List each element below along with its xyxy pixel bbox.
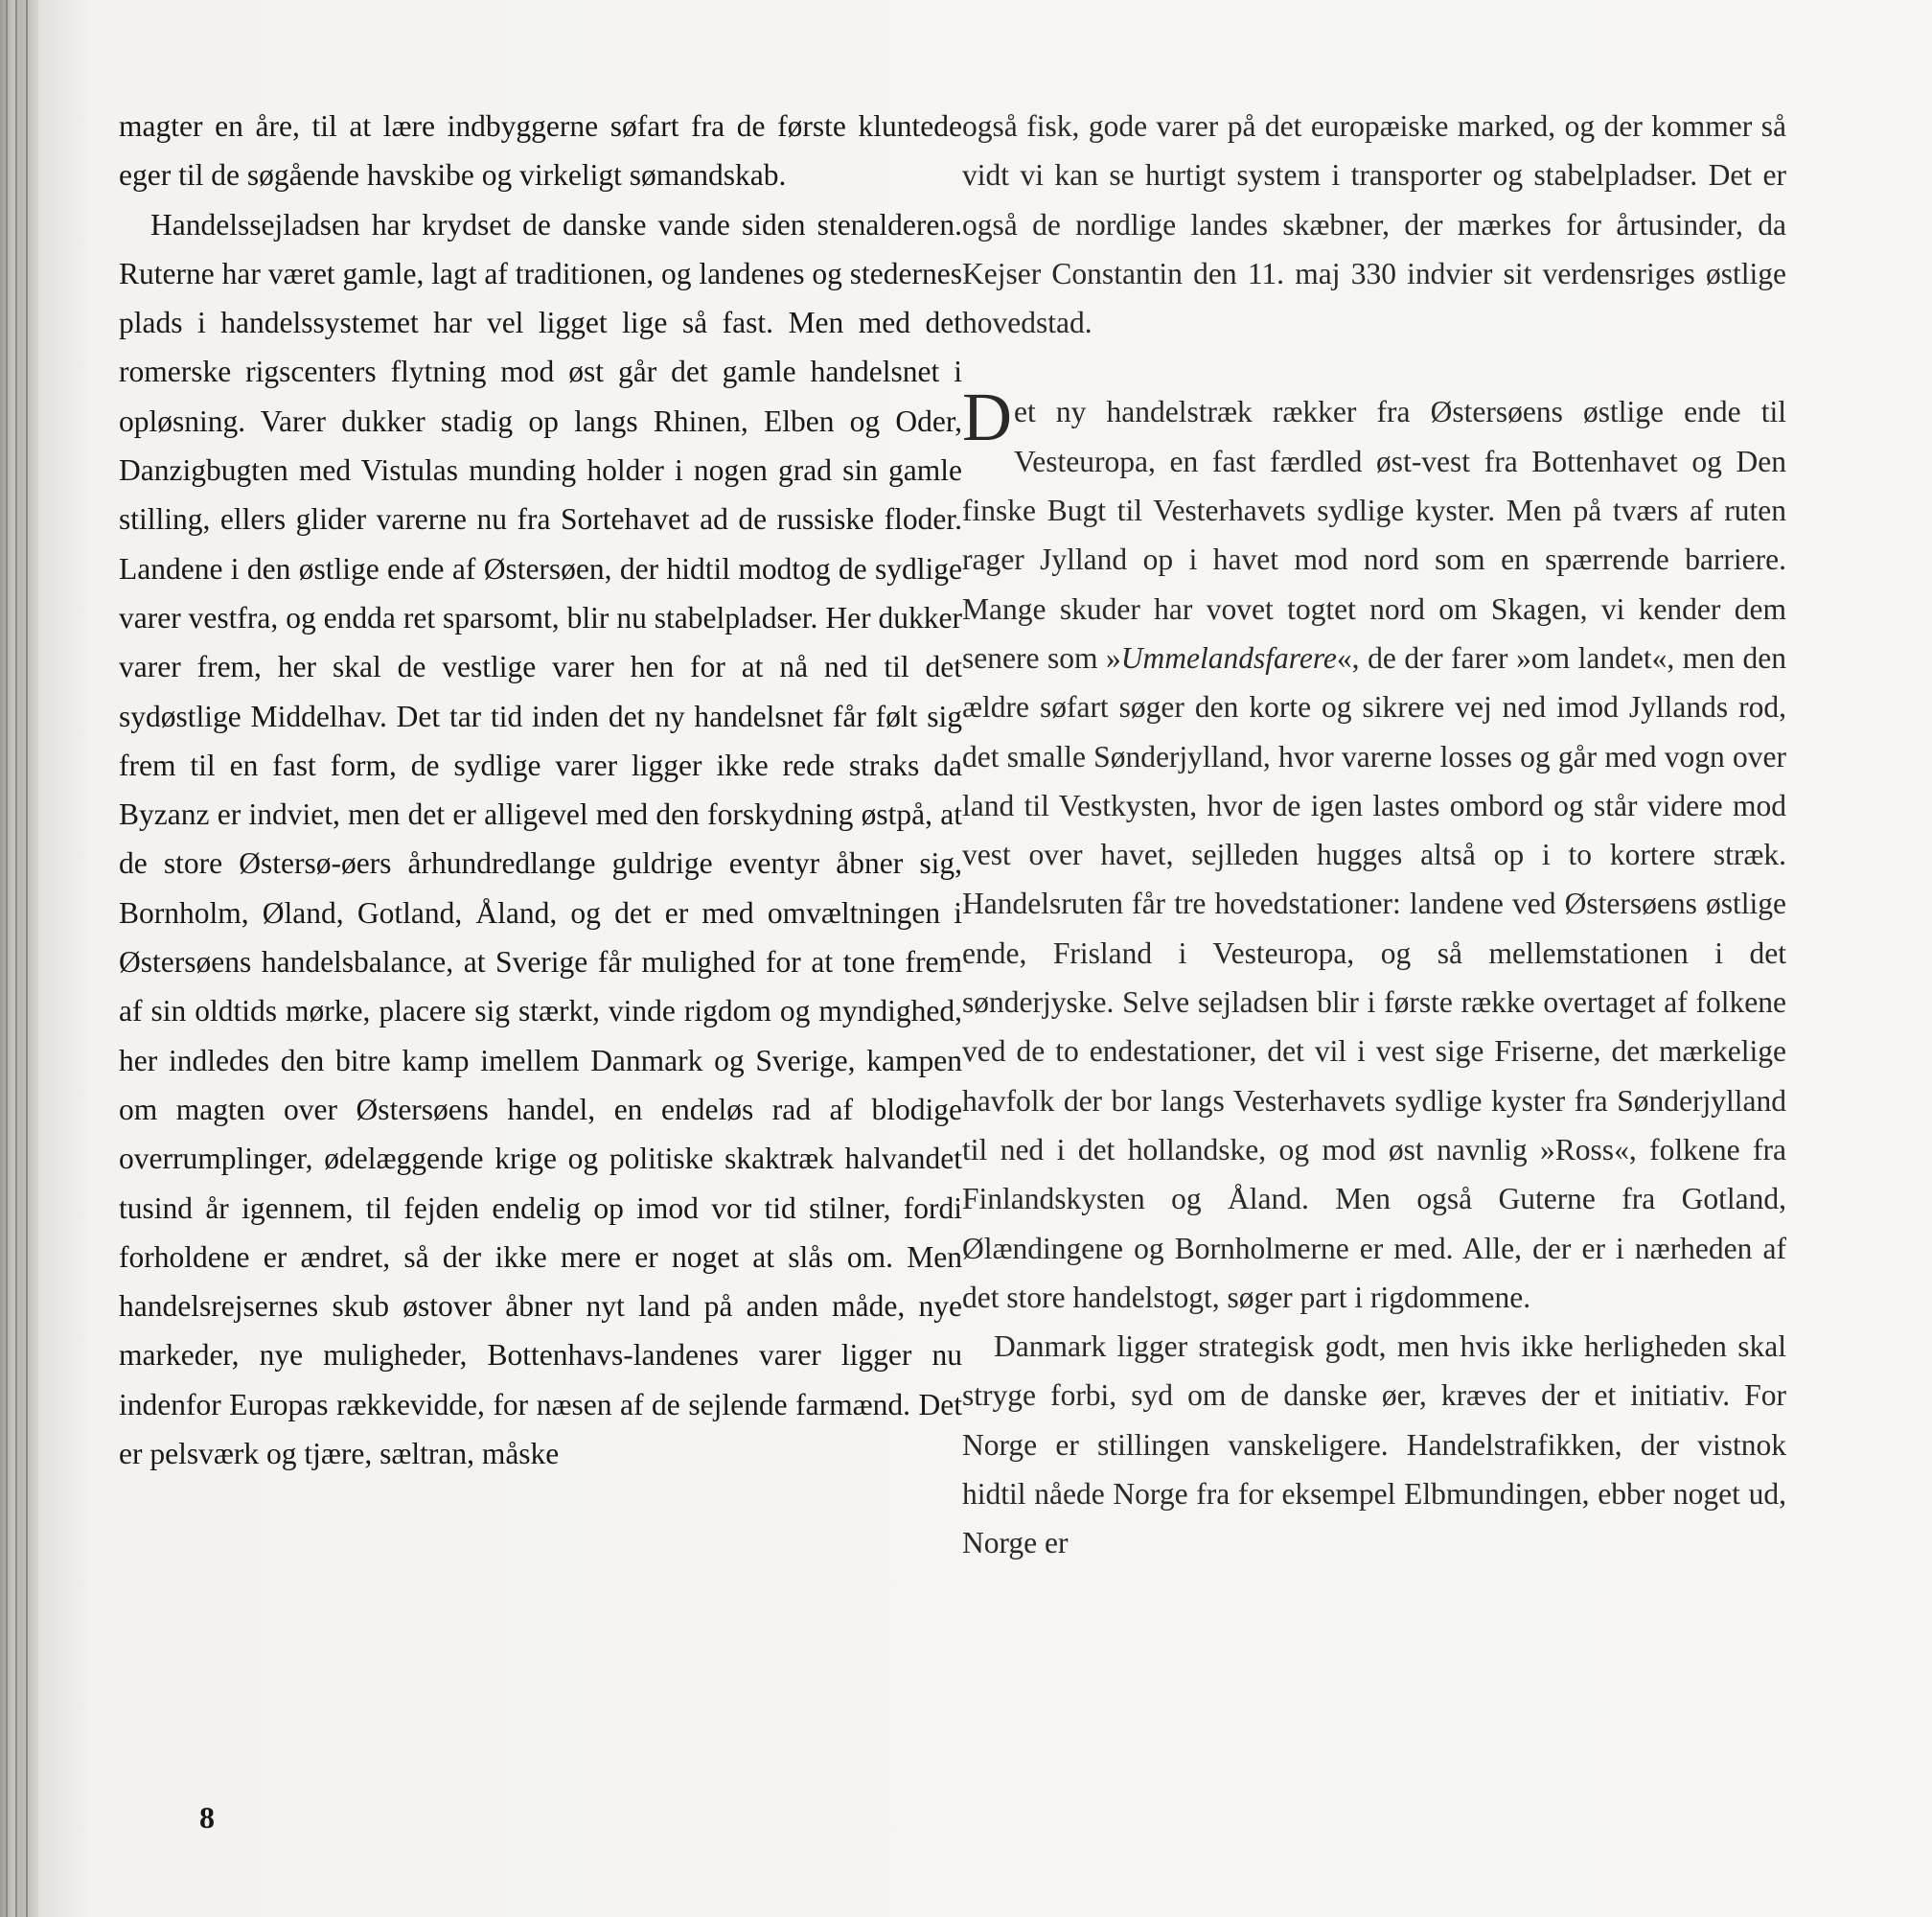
right-paragraph-2-italic: Ummelandsfarere <box>1120 640 1337 675</box>
right-paragraph-1: også fisk, gode varer på det europæiske marked, og der kommer så vidt vi kan se hurtigt system i transporter og stabelpladser. Det er også de nordlige landes skæbner, der mærkes for årtusinder, da Kejser Constantin den 11. maj 330 indvier sit verdensriges østlige hovedstad. <box>962 109 1786 340</box>
left-paragraph-1: magter en åre, til at lære indbyggerne søfart fra de første kluntede eger til de søgående havskibe og virkeligt sømandskab. <box>119 109 962 193</box>
left-paragraph-2: Handelssejladsen har krydset de danske vande siden stenalderen. Ruterne har været gamle, lagt af traditionen, og landenes og stedernes plads i handelssystemet har vel ligget lige så fast. Men med det romerske rigscenters flytning mod øst går det gamle handelsnet i opløsning. Varer dukker stadig op langs Rhinen, Elben og Oder, Danzigbugten med Vistulas munding holder i nogen grad sin gamle stilling, ellers glider varerne nu fra Sortehavet ad de russiske floder. Landene i den østlige ende af Østersøen, der hidtil modtog de sydlige varer vestfra, og endda ret sparsomt, blir nu stabelpladser. Her dukker varer frem, her skal de vestlige varer hen for at nå ned til det sydøstlige Middelhav. Det tar tid inden det ny handelsnet får følt sig frem til en fast form, de sydlige varer ligger ikke rede straks da Byzanz er indviet, men det er alligevel med den forskydning østpå, at de store Østersø-øers århundredlange guldrige eventyr åbner sig, Bornholm, Øland, Gotland, Åland, og det er med omvæltningen i Østersøens handelsbalance, at Sverige får mulighed for at tone frem af sin oldtids mørke, placere sig stærkt, vinde rigdom og myndighed, her indledes den bitre kamp imellem Danmark og Sverige, kampen om magten over Østersøens handel, en endeløs rad af blodige overrumplinger, ødelæggende krige og politiske skaktræk halvandet tusind år igennem, til fejden endelig op imod vor tid stilner, fordi forholdene er ændret, så der ikke mere er noget at slås om. Men handelsrejsernes skub østover åbner nyt land på anden måde, nye markeder, nye muligheder, Bottenhavs-landenes varer ligger nu indenfor Europas rækkevidde, for næsen af de sejlende farmænd. Det er pelsværk og tjære, sæltran, måske <box>119 207 962 1471</box>
book-spine-edge <box>0 0 38 1917</box>
right-paragraph-2 <box>962 379 1786 1322</box>
left-column <box>119 102 962 1478</box>
right-paragraph-2-text-b: «, de der farer »om landet«, men den ældre søfart søger den korte og sikrere vej ned imod Jyllands rod, det smalle Sønderjylland, hvor varerne losses og går med vogn over land til Vestkysten, hvor de igen lastes ombord og står videre mod vest over havet, sejlleden hugges altså op i to kortere stræk. Handelsruten får tre hovedstationer: landene ved Østersøens østlige ende, Frisland i Vesteuropa, og så mellemstationen i det sønderjyske. Selve sejladsen blir i første række overtaget af folkene ved de to endestationer, det vil i vest sige Friserne, det mærkelige havfolk der bor langs Vesterhavets sydlige kyster fra Sønderjylland til ned i det hollandske, og mod øst navnlig »Ross«, folkene fra Finlandskysten og Åland. Men også Guterne fra Gotland, Ølændingene og Bornholmerne er med. Alle, der er i nærheden af det store handelstogt, søger part i rigdommene. <box>962 640 1786 1314</box>
right-paragraph-3: Danmark ligger strategisk godt, men hvis ikke herligheden skal stryge forbi, syd om de danske øer, kræves der et initiativ. For Norge er stillingen vanskeligere. Handelstrafikken, der vistnok hidtil nåede Norge fra for eksempel Elbmundingen, ebber noget ud, Norge er <box>962 1329 1786 1560</box>
drop-cap: D <box>962 379 1012 456</box>
right-column <box>962 102 1786 1568</box>
right-paragraph-2-text-a: et ny handelstræk rækker fra Østersøens østlige ende til Vesteuropa, en fast færdled øst-vest fra Bottenhavet og Den finske Bugt til Vesterhavets sydlige kyster. Men på tværs af ruten rager Jylland op i havet mod nord som en spærrende barriere. Mange skuder har vovet togtet nord om Skagen, vi kender dem senere som » <box>962 395 1786 675</box>
page-number: 8 <box>199 1800 215 1835</box>
